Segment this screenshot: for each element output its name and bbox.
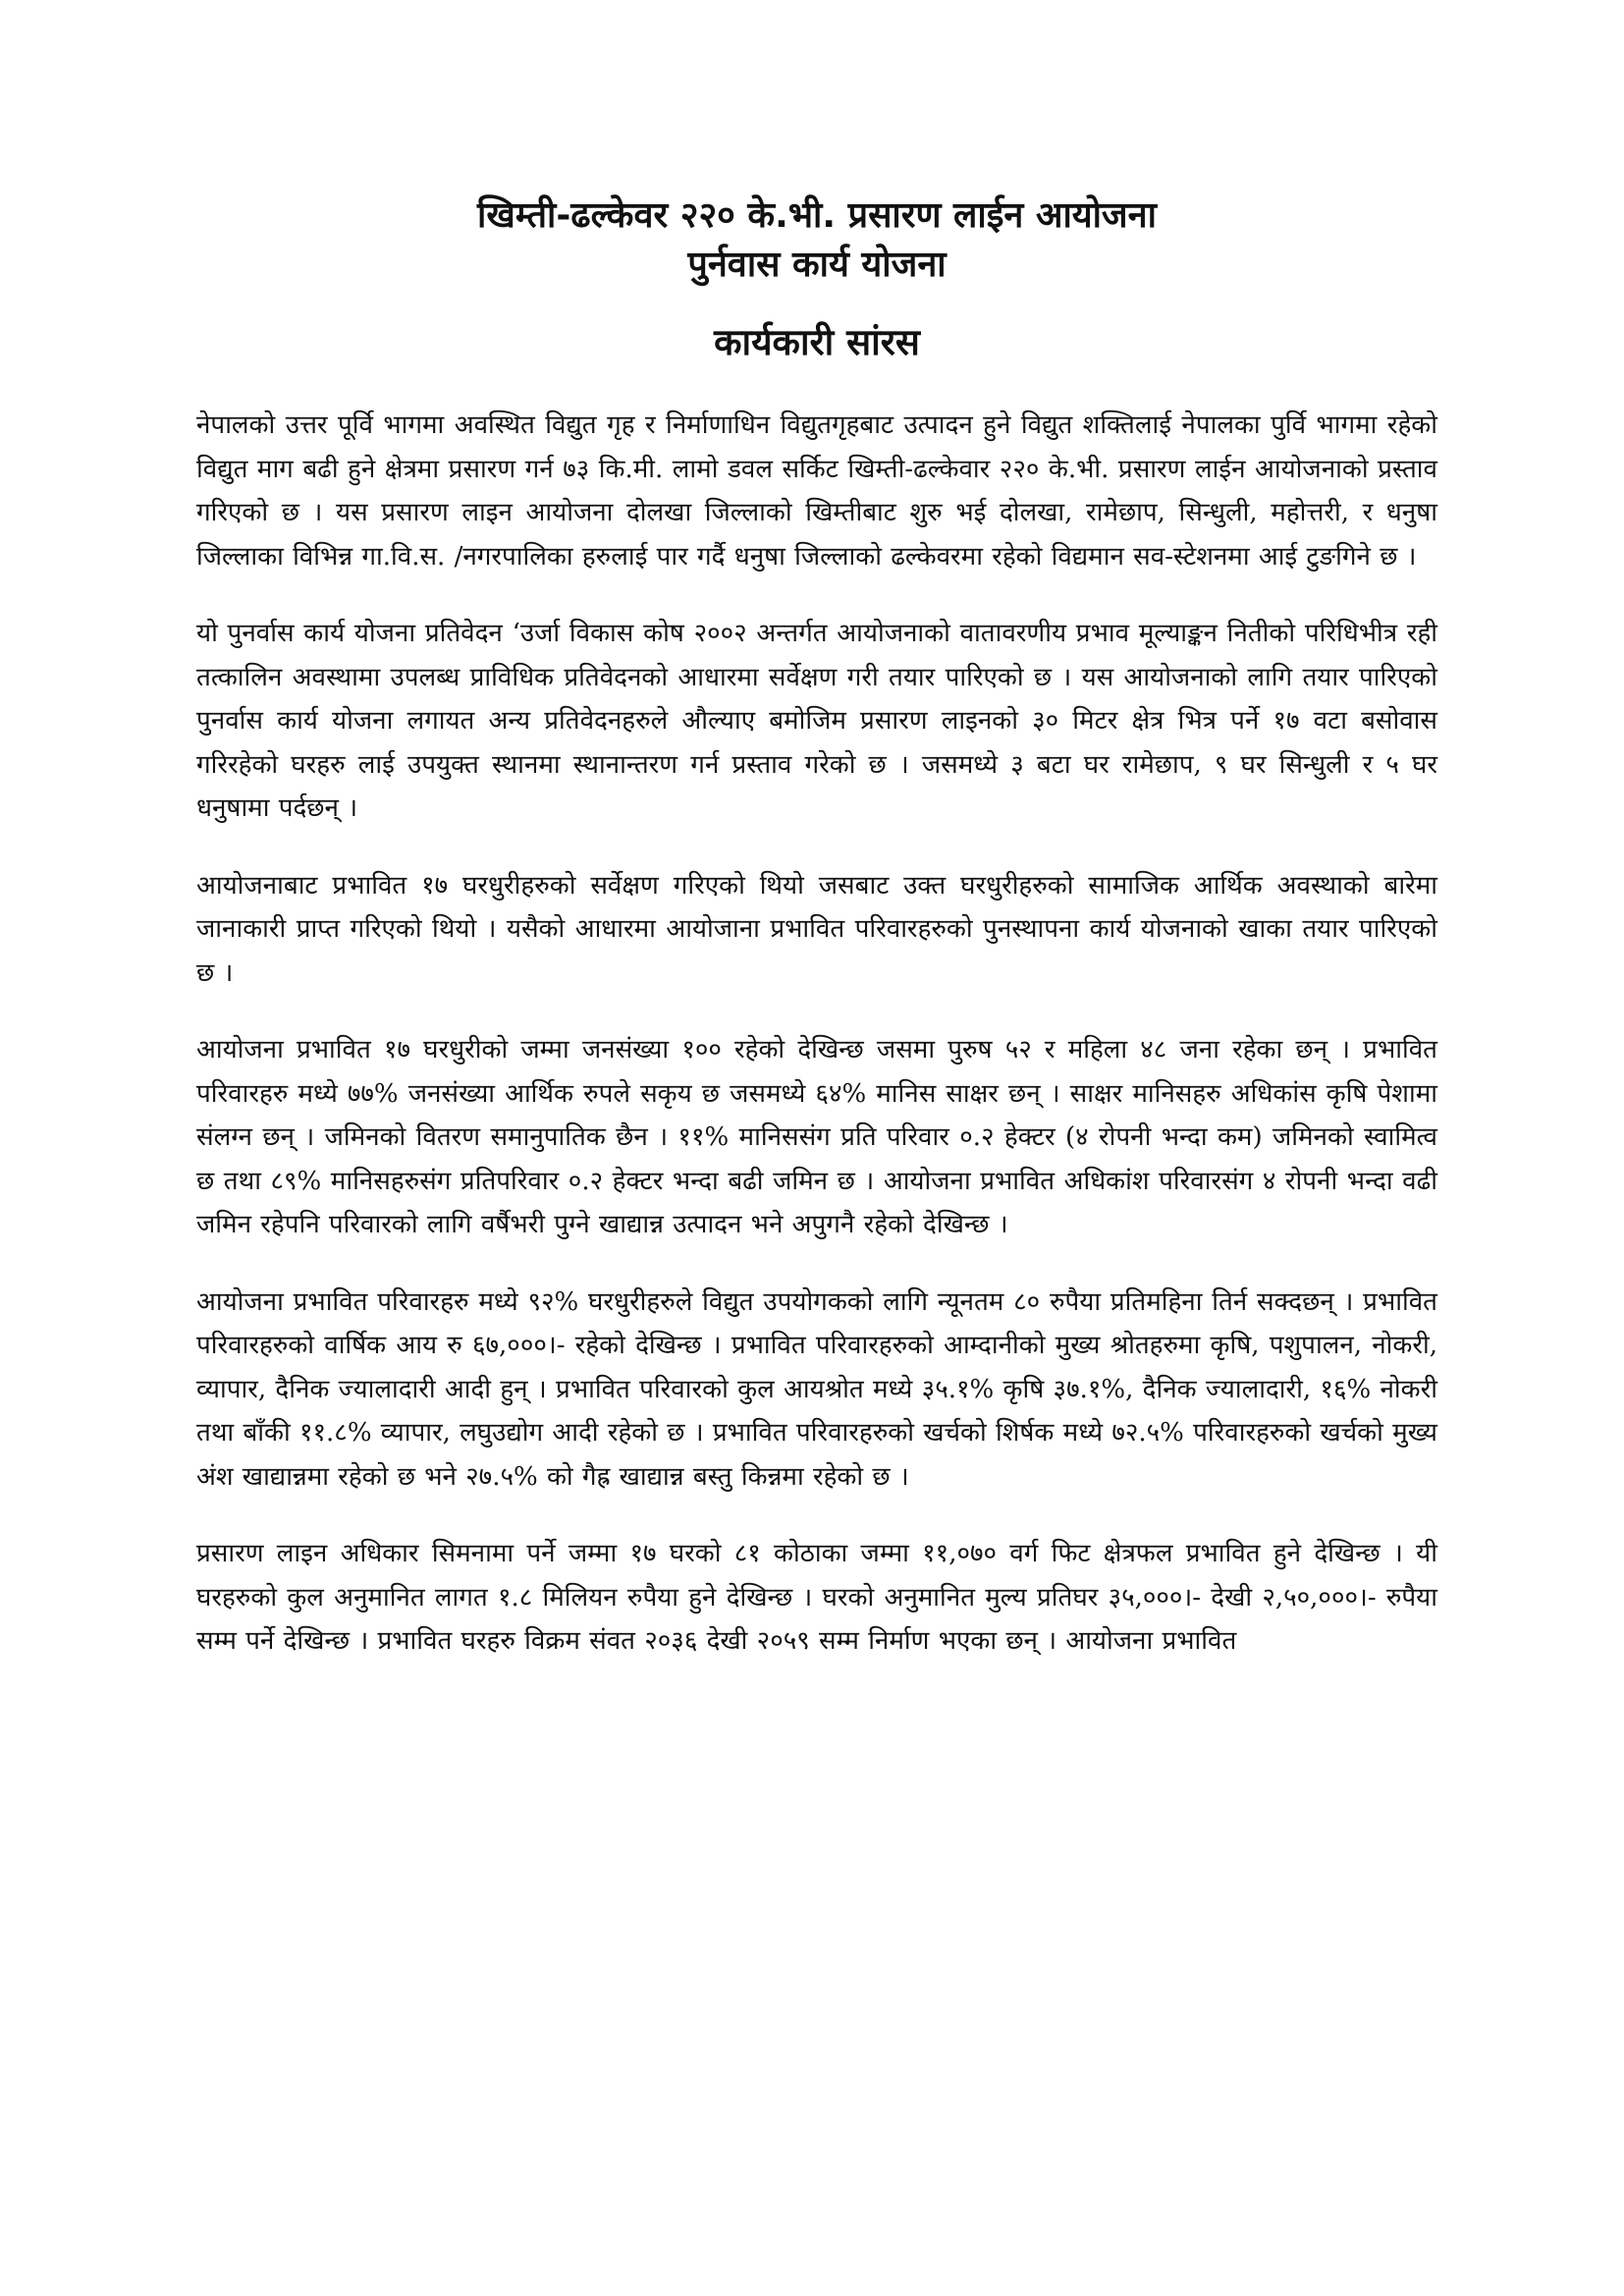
title-line-1: खिम्ती-ढल्केवर २२० के.भी. प्रसारण लाईन आयोजना [477,195,1157,236]
document-title [196,191,1437,290]
executive-summary-heading: कार्यकारी सांरस [714,321,920,363]
paragraph-1: नेपालको उत्तर पूर्वि भागमा अवस्थित विद्युत गृह र निर्माणाधिन विद्युतगृहबाट उत्पादन हुने विद्युत शक्तिलाई नेपालका पुर्वि भागमा रहेको विद्युत माग बढी हुने क्षेत्रमा प्रसारण गर्न ७३ कि.मी. लामो डवल सर्किट खिम्ती-ढल्केवार २२० के.भी. प्रसारण लाईन आयोजनाको प्रस्ताव गरिएको छ । यस प्रसारण लाइन आयोजना दोलखा जिल्लाको खिम्तीबाट शुरु भई दोलखा, रामेछाप, सिन्धुली, महोत्तरी, र धनुषा जिल्लाका विभिन्न गा.वि.स. /नगरपालिका हरुलाई पार गर्दै धनुषा जिल्लाको ढल्केवरमा रहेको विद्यमान सव-स्टेशनमा आई टुङगिने छ । [196,410,1437,572]
paragraph-4: आयोजना प्रभावित १७ घरधुरीको जम्मा जनसंख्या १०० रहेको देखिन्छ जसमा पुरुष ५२ र महिला ४८ जना रहेका छन् । प्रभावित परिवारहरु मध्ये ७७% जनसंख्या आर्थिक रुपले सकृय छ जसमध्ये ६४% मानिस साक्षर छन् । साक्षर मानिसहरु अधिकांस कृषि पेशामा संलग्न छन् । जमिनको वितरण समानुपातिक छैन । ११% मानिससंग प्रति परिवार ०.२ हेक्टर (४ रोपनी भन्दा कम) जमिनको स्वामित्व छ तथा ८९% मानिसहरुसंग प्रतिपरिवार ०.२ हेक्टर भन्दा बढी जमिन छ । आयोजना प्रभावित अधिकांश परिवारसंग ४ रोपनी भन्दा वढी जमिन रहेपनि परिवारको लागि वर्षैभरी पुग्ने खाद्यान्न उत्पादन भने अपुगनै रहेको देखिन्छ । [196,1035,1437,1239]
paragraph-5: आयोजना प्रभावित परिवारहरु मध्ये ९२% घरधुरीहरुले विद्युत उपयोगकको लागि न्यूनतम ८० रुपैया प्रतिमहिना तिर्न सक्दछन् । प्रभावित परिवारहरुको वार्षिक आय रु ६७,०००।- रहेको देखिन्छ । प्रभावित परिवारहरुको आम्दानीको मुख्य श्रोतहरुमा कृषि, पशुपालन, नोकरी, व्यापार, दैनिक ज्यालादारी आदी हुन् । प्रभावित परिवारको कुल आयश्रोत मध्ये ३५.१% कृषि ३७.१%, दैनिक ज्यालादारी, १६% नोकरी तथा बाँकी ११.८% व्यापार, लघुउद्योग आदी रहेको छ । प्रभावित परिवारहरुको खर्चको शिर्षक मध्ये ७२.५% परिवारहरुको खर्चको मुख्य अंश खाद्यान्नमा रहेको छ भने २७.५% को गैह्र खाद्यान्न बस्तु किन्नमा रहेको छ । [196,1286,1437,1492]
paragraph-3: आयोजनाबाट प्रभावित १७ घरधुरीहरुको सर्वेक्षण गरिएको थियो जसबाट उक्त घरधुरीहरुको सामाजिक आर्थिक अवस्थाको बारेमा जानाकारी प्राप्त गरिएको थियो । यसैको आधारमा आयोजाना प्रभावित परिवारहरुको पुनस्थापना कार्य योजनाको खाका तयार पारिएको छ । [196,870,1437,988]
title-line-2: पुर्नवास कार्य योजना [687,245,947,285]
paragraph-6: प्रसारण लाइन अधिकार सिमनामा पर्ने जम्मा १७ घरको ८१ कोठाका जम्मा ११,०७० वर्ग फिट क्षेत्रफल प्रभावित हुने देखिन्छ । यी घरहरुको कुल अनुमानित लागत १.८ मिलियन रुपैया हुने देखिन्छ । घरको अनुमानित मुल्य प्रतिघर ३५,०००।- देखी २,५०,०००।- रुपैया सम्म पर्ने देखिन्छ । प्रभावित घरहरु विक्रम संवत २०३६ देखी २०५९ सम्म निर्माण भएका छन् । आयोजना प्रभावित [196,1539,1437,1656]
paragraph-2: यो पुनर्वास कार्य योजना प्रतिवेदन ‘उर्जा विकास कोष २००२ अन्तर्गत आयोजनाको वातावरणीय प्रभाव मूल्याङ्कन नितीको परिधिभीत्र रही तत्कालिन अवस्थामा उपलब्ध प्राविधिक प्रतिवेदनको आधारमा सर्वेक्षण गरी तयार पारिएको छ । यस आयोजनाको लागि तयार पारिएको पुनर्वास कार्य योजना लगायत अन्य प्रतिवेदनहरुले औल्याए बमोजिम प्रसारण लाइनको ३० मिटर क्षेत्र भित्र पर्ने १७ वटा बसोवास गरिरहेको घरहरु लाई उपयुक्त स्थानमा स्थानान्तरण गर्न प्रस्ताव गरेको छ । जसमध्ये ३ बटा घर रामेछाप, ९ घर सिन्धुली र ५ घर धनुषामा पर्दछन् । [196,619,1437,823]
